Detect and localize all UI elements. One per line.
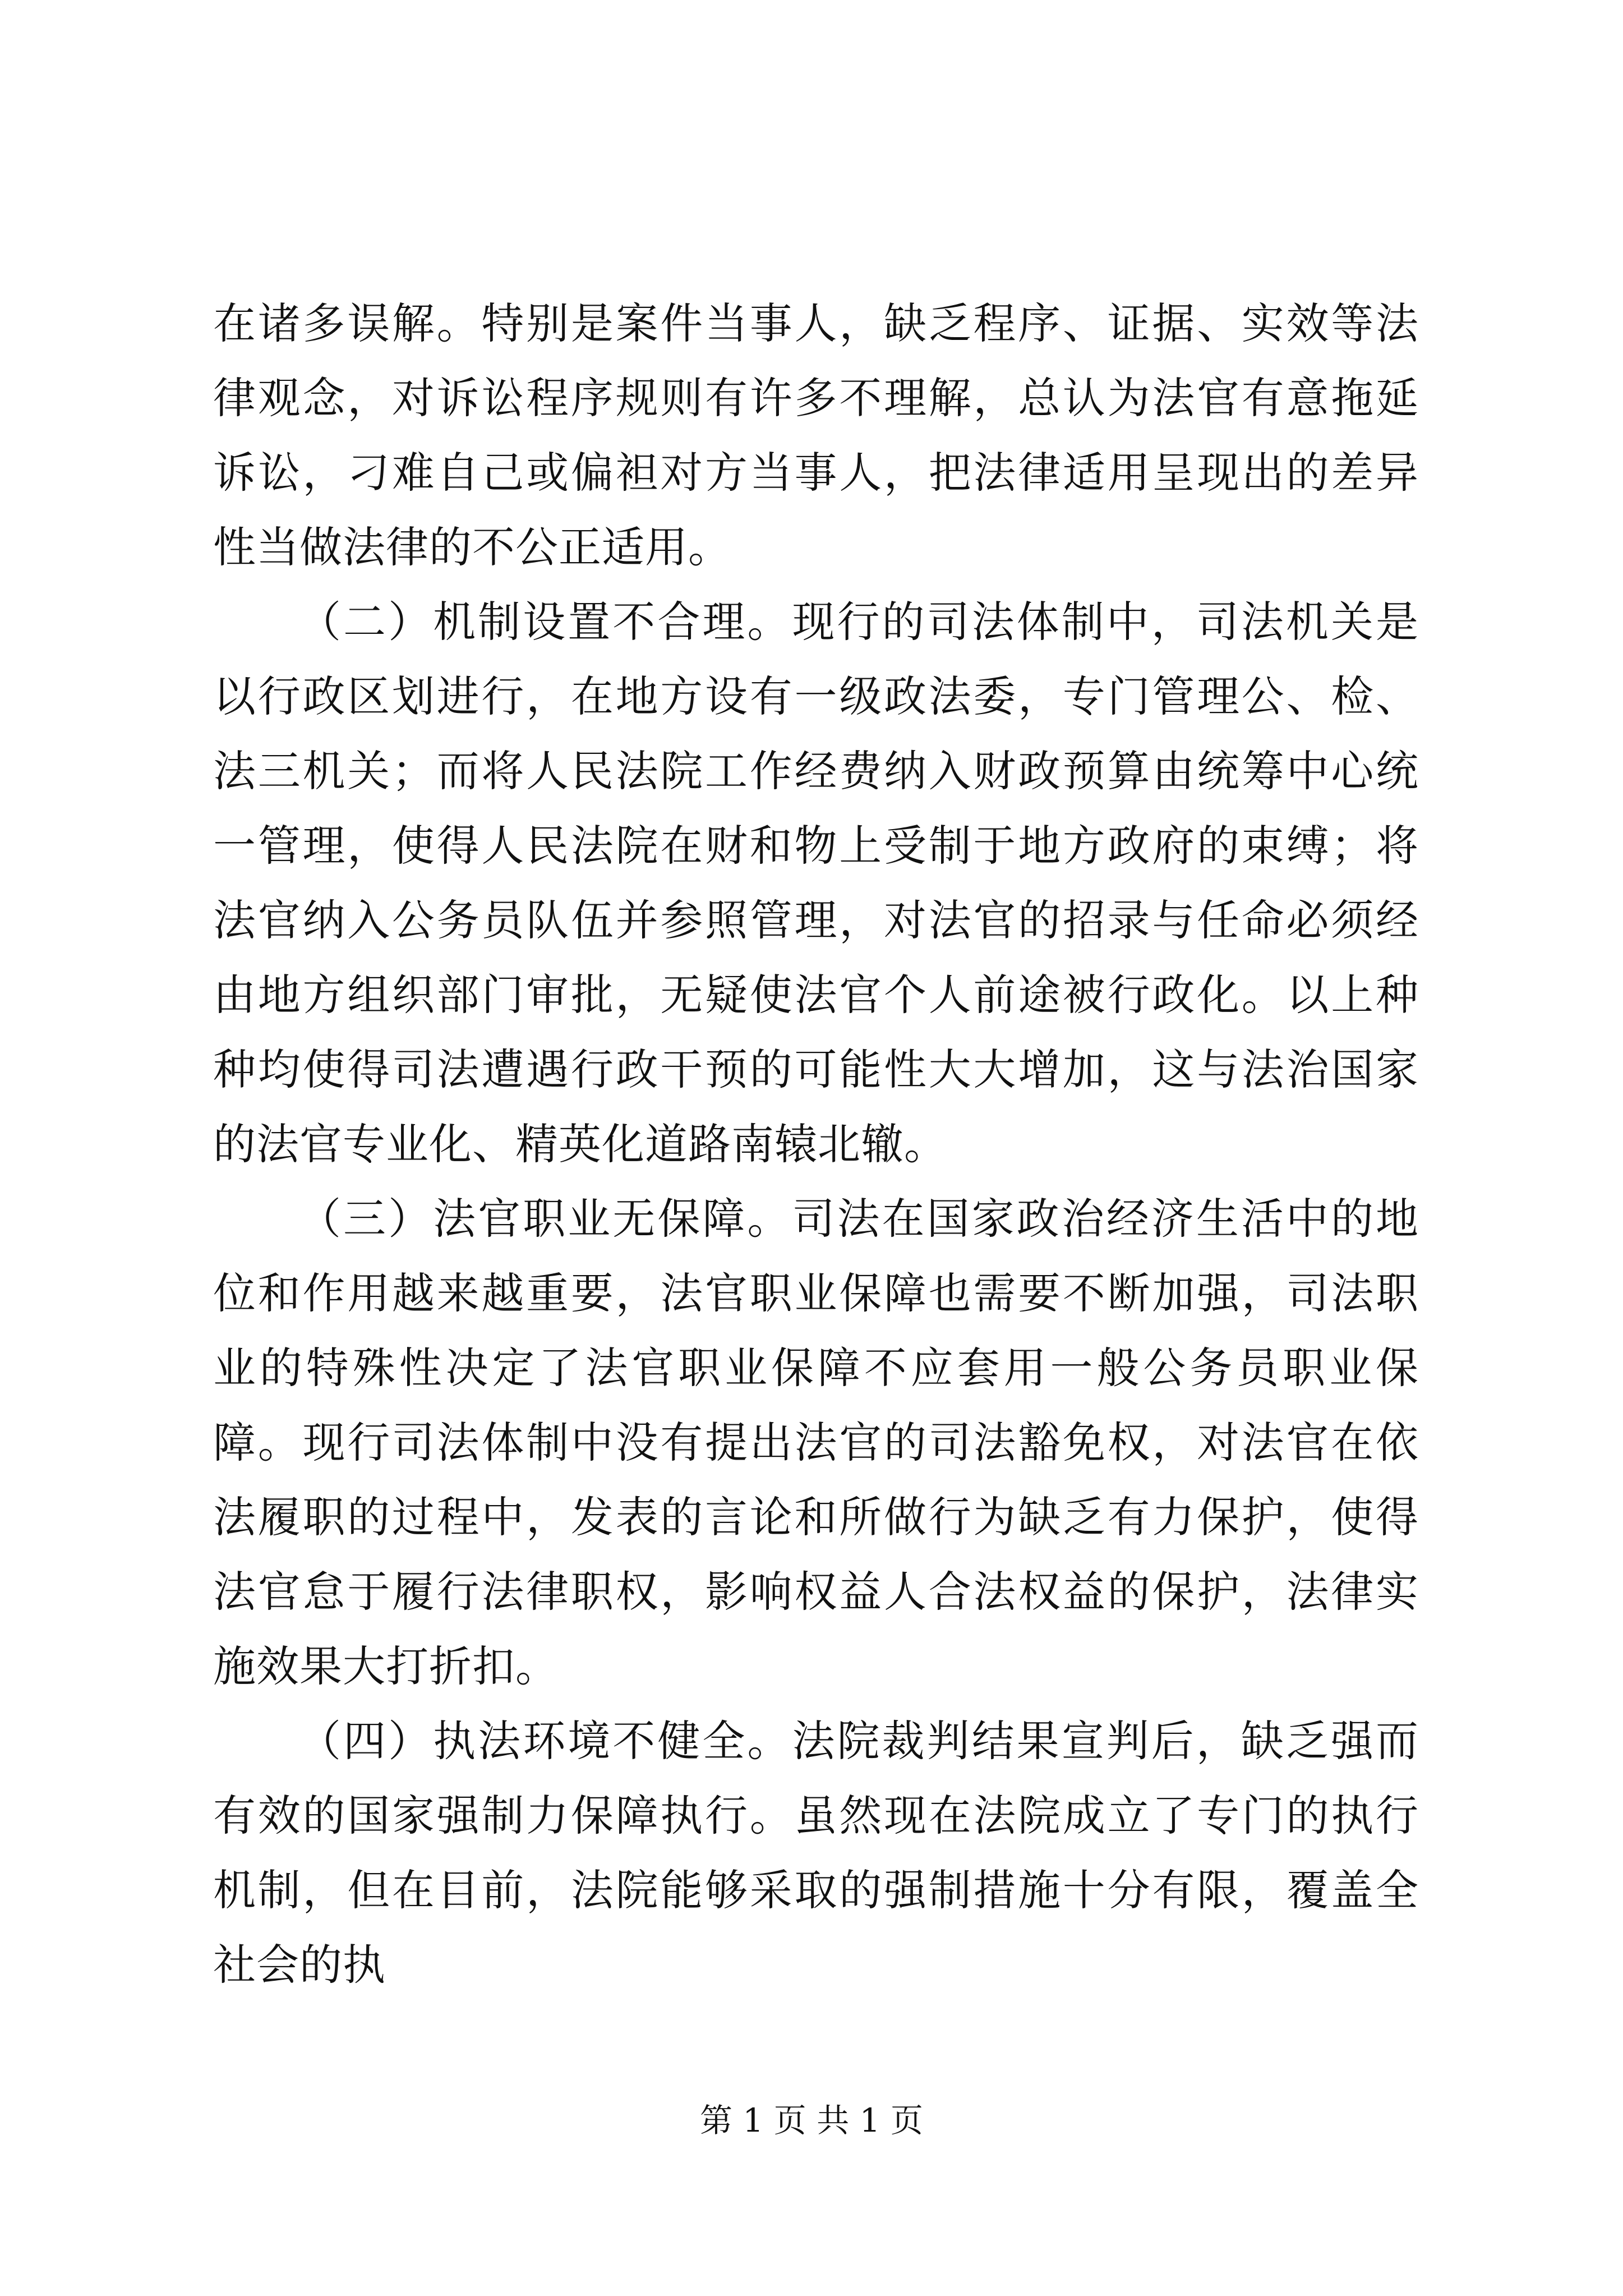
page-number-footer: 第 1 页 共 1 页 xyxy=(700,2101,923,2139)
paragraph-continuation: 在诸多误解。特别是案件当事人，缺乏程序、证据、实效等法律观念，对诉讼程序规则有许多不理解，总认为法官有意拖延诉讼，刁难自己或偏袒对方当事人，把法律适用呈现出的差异性当做法律的不公正适用。 xyxy=(213,298,1419,572)
document-body xyxy=(213,286,1419,2002)
paragraph-mechanism: （二）机制设置不合理。现行的司法体制中，司法机关是以行政区划进行，在地方设有一级政法委，专门管理公、检、法三机关；而将人民法院工作经费纳入财政预算由统筹中心统一管理，使得人民法院在财和物上受制于地方政府的束缚；将法官纳入公务员队伍并参照管理，对法官的招录与任命必须经由地方组织部门审批，无疑使法官个人前途被行政化。以上种种均使得司法遭遇行政干预的可能性大大增加，这与法治国家的法官专业化、精英化道路南辕北辙。 xyxy=(213,597,1419,1169)
paragraph-judge-protection: （三）法官职业无保障。司法在国家政治经济生活中的地位和作用越来越重要，法官职业保障也需要不断加强，司法职业的特殊性决定了法官职业保障不应套用一般公务员职业保障。现行司法体制中没有提出法官的司法豁免权，对法官在依法履职的过程中，发表的言论和所做行为缺乏有力保护，使得法官怠于履行法律职权，影响权益人合法权益的保护，法律实施效果大打折扣。 xyxy=(213,1194,1419,1691)
paragraph-enforcement: （四）执法环境不健全。法院裁判结果宣判后，缺乏强而有效的国家强制力保障执行。虽然现在法院成立了专门的执行机制，但在目前，法院能够采取的强制措施十分有限，覆盖全社会的执 xyxy=(213,1716,1419,1990)
